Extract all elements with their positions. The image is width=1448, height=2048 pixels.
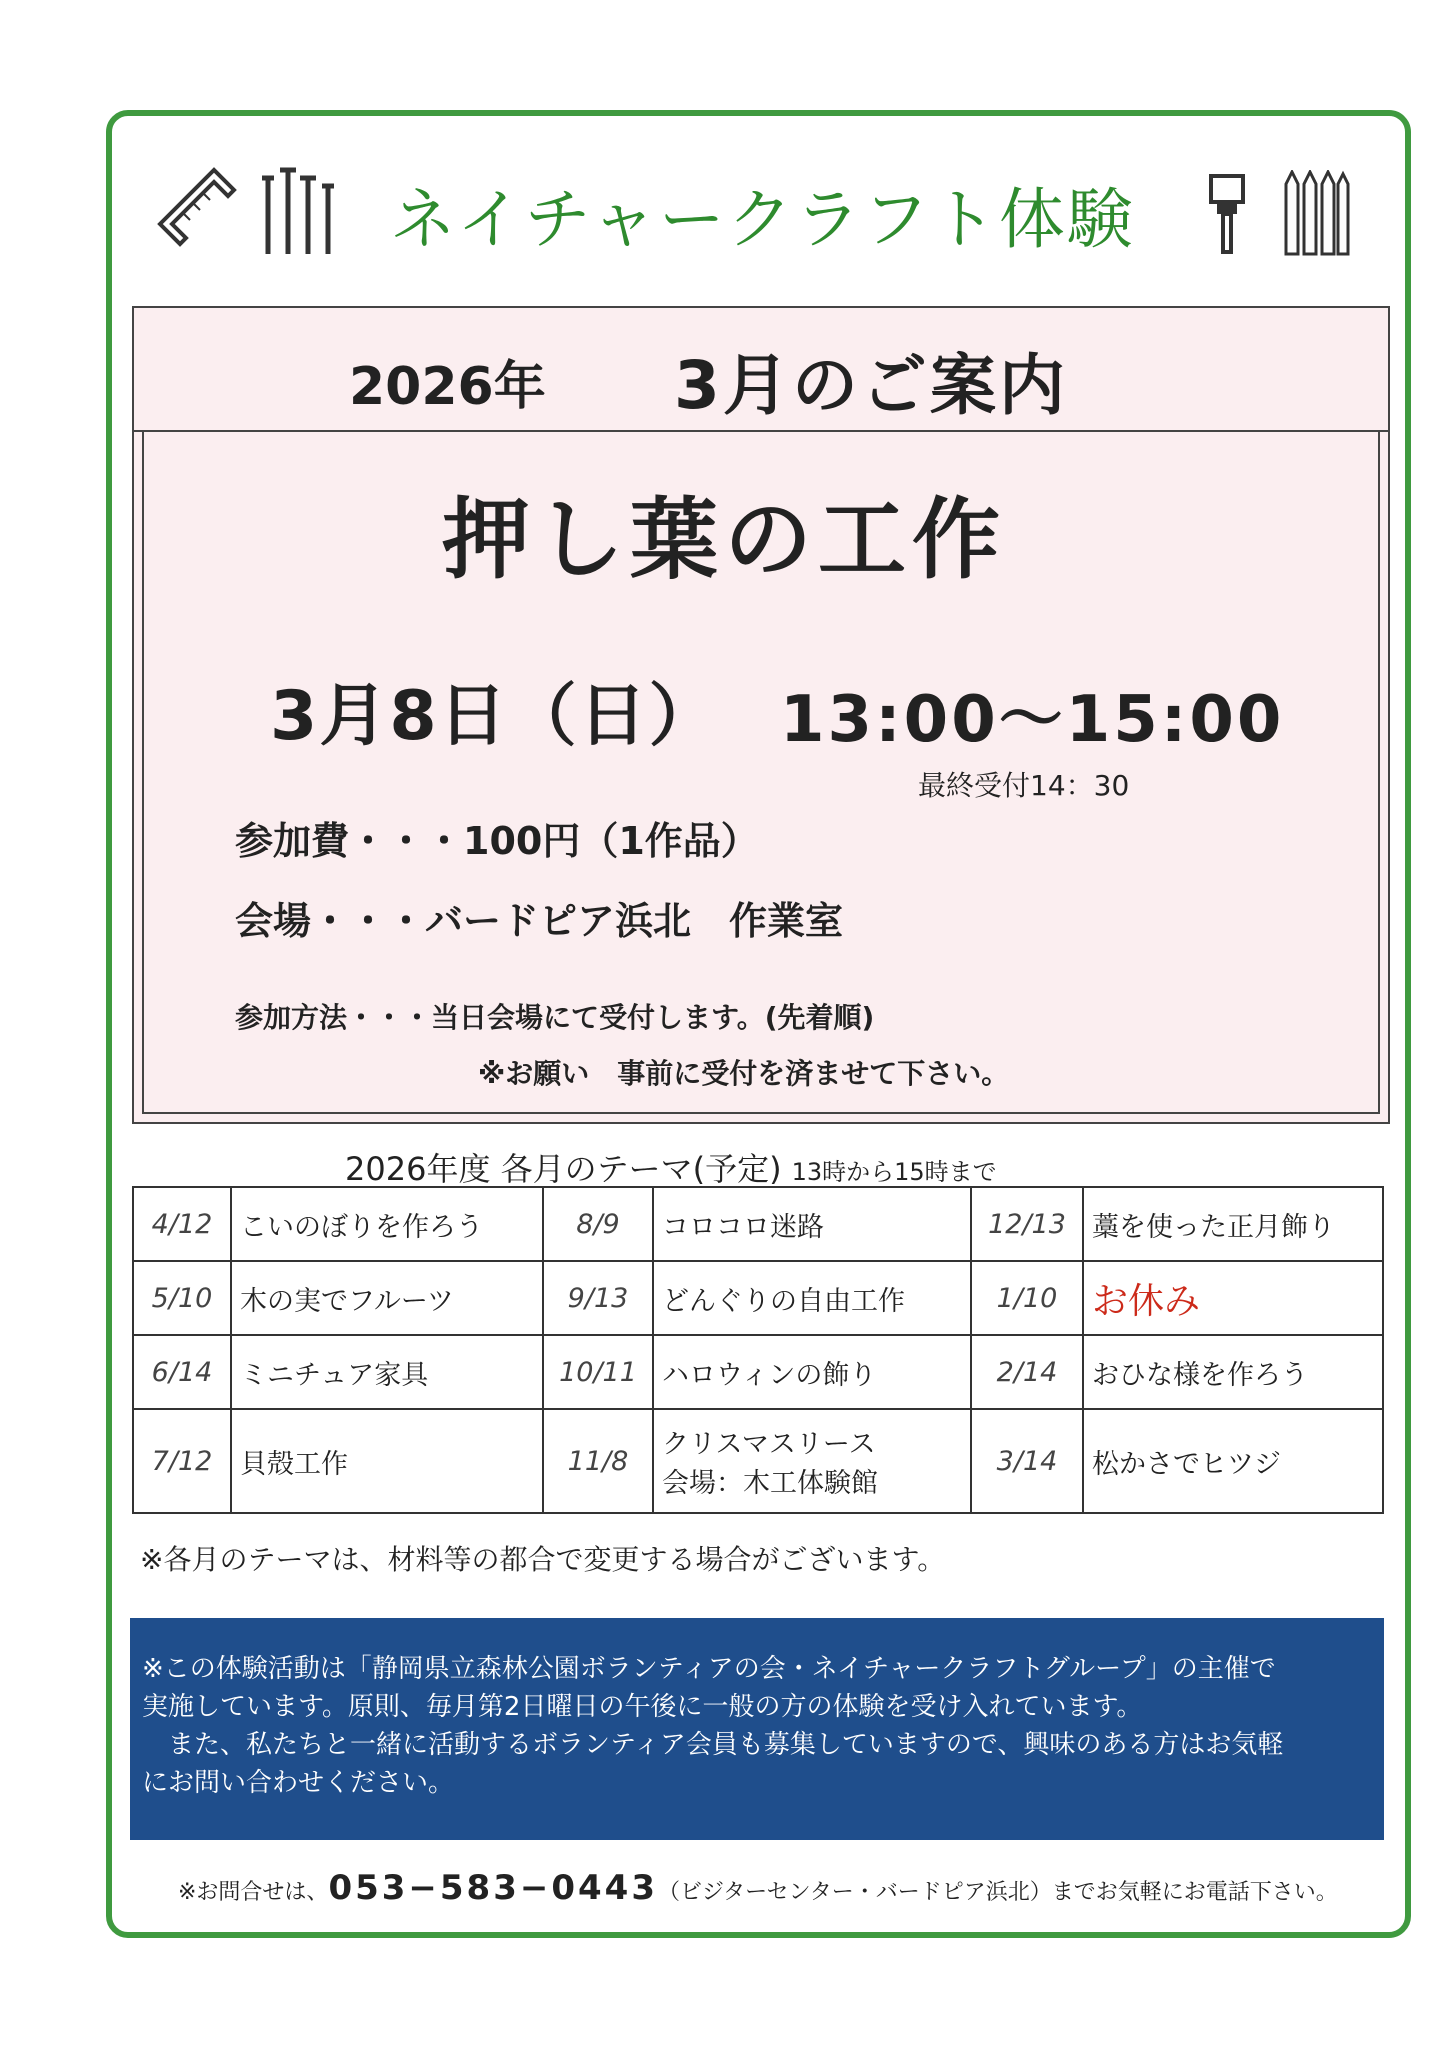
announcement-month-heading: 3月のご案内 (674, 347, 1068, 424)
carpenter-square-icon (154, 164, 242, 252)
table-cell-date: 1/10 (971, 1261, 1083, 1335)
request-note: ※お願い 事前に受付を済ませて下さい。 (478, 1057, 1010, 1090)
event-venue: 会場・・・バードピア浜北 作業室 (235, 899, 844, 943)
table-cell-theme: 藁を使った正月飾り (1083, 1187, 1383, 1261)
tools-icon (258, 158, 338, 262)
theme-venue-note: 会場：木工体験館 (662, 1468, 878, 1499)
theme-time: 13時から15時まで (791, 1158, 997, 1186)
announcement-header (134, 308, 1388, 432)
table-cell-date: 6/14 (133, 1335, 231, 1409)
contact-prefix: ※お問合せは、 (178, 1880, 329, 1905)
table-cell-theme: 貝殻工作 (231, 1409, 543, 1513)
participation-method: 参加方法・・・当日会場にて受付します。(先着順) (235, 1001, 875, 1034)
table-row (133, 1261, 1383, 1335)
title-row (150, 158, 1360, 268)
table-cell-date: 2/14 (971, 1335, 1083, 1409)
closed-label: お休み (1092, 1280, 1201, 1322)
info-line: ※この体験活動は「静岡県立森林公園ボランティアの会・ネイチャークラフトグループ」の主催で (142, 1654, 1276, 1684)
table-cell-theme: おひな様を作ろう (1083, 1335, 1383, 1409)
table-cell-theme (653, 1409, 971, 1513)
table-cell-theme: コロコロ迷路 (653, 1187, 971, 1261)
table-cell-theme: ハロウィンの飾り (653, 1335, 971, 1409)
table-cell-date: 3/14 (971, 1409, 1083, 1513)
contact-suffix: （ビジターセンター・バードピア浜北）までお気軽にお電話下さい。 (658, 1880, 1338, 1905)
table-row (133, 1335, 1383, 1409)
table-cell-theme: 松かさでヒツジ (1083, 1409, 1383, 1513)
table-row (133, 1187, 1383, 1261)
paint-brush-icon (1205, 172, 1249, 256)
last-reception-time: 最終受付14：30 (918, 769, 1130, 802)
table-cell-theme-closed (1083, 1261, 1383, 1335)
table-cell-date: 7/12 (133, 1409, 231, 1513)
contact-phone: 053−583−0443 (328, 1868, 658, 1908)
table-cell-date: 9/13 (543, 1261, 653, 1335)
contact-line (178, 1868, 1338, 1908)
event-time: 13:00〜15:00 (780, 683, 1285, 757)
info-box (130, 1618, 1384, 1840)
table-cell-theme: こいのぼりを作ろう (231, 1187, 543, 1261)
table-row (133, 1409, 1383, 1513)
theme-main: クリスマスリース (662, 1429, 876, 1460)
participation-fee: 参加費・・・100円（1作品） (235, 819, 759, 863)
info-line: また、私たちと一緒に活動するボランティア会員も募集していますので、興味のある方はお気軽 (142, 1730, 1284, 1760)
table-cell-date: 4/12 (133, 1187, 231, 1261)
info-line: にお問い合わせください。 (142, 1768, 455, 1798)
theme-heading-text: 2026年度 各月のテーマ(予定) (345, 1150, 782, 1188)
table-cell-date: 11/8 (543, 1409, 653, 1513)
event-title: 押し葉の工作 (441, 488, 1006, 591)
event-date: 3月8日（日） (270, 677, 719, 756)
table-cell-theme: ミニチュア家具 (231, 1335, 543, 1409)
info-line: 実施しています。原則、毎月第2日曜日の午後に一般の方の体験を受け入れています。 (142, 1692, 1143, 1722)
table-cell-date: 8/9 (543, 1187, 653, 1261)
theme-schedule-table (132, 1186, 1384, 1514)
table-cell-date: 12/13 (971, 1187, 1083, 1261)
theme-change-note: ※各月のテーマは、材料等の都合で変更する場合がございます。 (140, 1543, 946, 1576)
table-cell-theme: どんぐりの自由工作 (653, 1261, 971, 1335)
theme-heading (345, 1144, 997, 1190)
pencils-icon (1280, 170, 1350, 258)
page-title: ネイチャークラフト体験 (390, 181, 1135, 258)
table-cell-date: 5/10 (133, 1261, 231, 1335)
table-cell-date: 10/11 (543, 1335, 653, 1409)
announcement-year: 2026年 (349, 357, 546, 417)
table-cell-theme: 木の実でフルーツ (231, 1261, 543, 1335)
